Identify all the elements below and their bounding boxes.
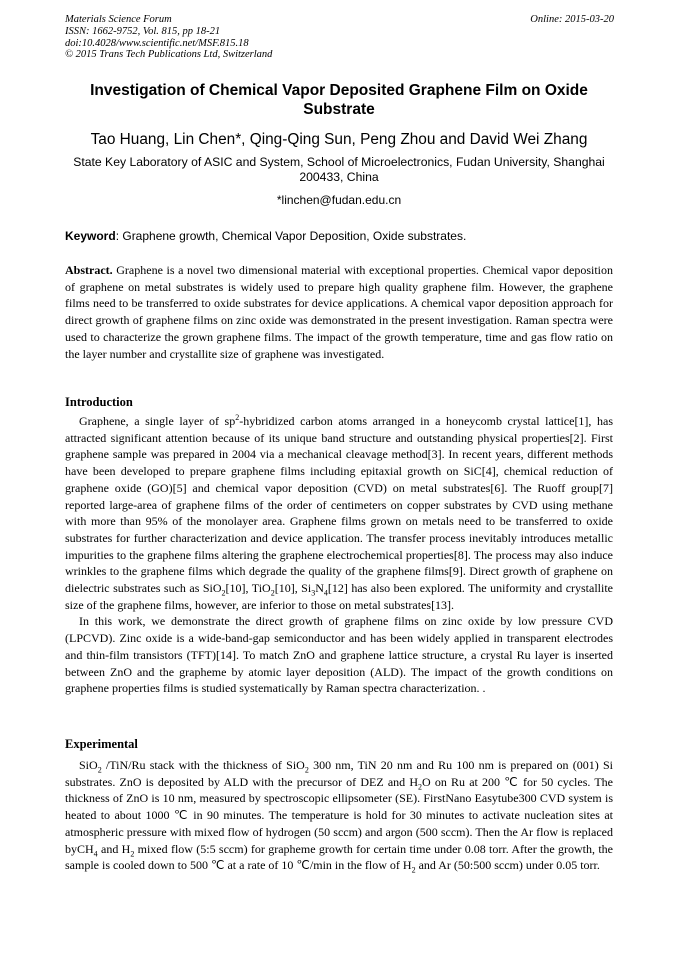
journal-header	[65, 14, 272, 61]
experimental-body	[65, 757, 613, 874]
text-run: 300 nm, TiN 20 nm and Ru 100 nm is prepared on (001) Si substrates. ZnO is deposited by ALD with the precursor of DEZ and H	[65, 758, 614, 789]
journal-copyright: © 2015 Trans Tech Publications Ltd, Switzerland	[65, 49, 273, 61]
text-run: mixed flow (5:5 sccm) for grapheme growth for certain time under 0.08 torr. After the growth, the sample is cooled down to 500 ℃ at a rate of 10 ℃/min in the flow of H	[65, 841, 613, 873]
subscript: 2	[221, 588, 226, 598]
subscript: 4	[323, 588, 328, 598]
text-run: Graphene, a single layer of sp	[79, 414, 236, 428]
text-run: [10], TiO	[225, 581, 271, 596]
journal-name: Materials Science Forum	[65, 14, 172, 25]
subscript: 3	[311, 588, 316, 598]
affiliation: State Key Laboratory of ASIC and System, School of Microelectronics, Fudan University, Shanghai 200433, China	[73, 155, 605, 184]
journal-doi: doi:10.4028/www.scientific.net/MSF.815.18	[65, 37, 249, 49]
subscript: 2	[411, 865, 416, 875]
abstract	[65, 262, 613, 362]
introduction-heading: Introduction	[65, 395, 133, 409]
introduction-paragraph-1	[65, 413, 613, 613]
online-date: Online: 2015-03-20	[530, 14, 614, 25]
subscript: 4	[93, 848, 98, 858]
subscript: 2	[97, 765, 102, 775]
abstract-text: Graphene is a novel two dimensional material with exceptional properties. Chemical vapor deposition of graphene on metal substrates is widely used to prepare high quality graphene film. However, the graphene films need to be transferred to oxide substrates for device applications. A chemical vapor deposition approach for direct growth of graphene films on zinc oxide was demonstrated in the present investigation. Raman spectra were used to characterize the grown graphene films. The impact of the growth temperature, time and gas flow ratio on the layer number and crystallite size of graphene was investigated.	[65, 263, 613, 361]
superscript: 2	[235, 413, 240, 422]
keyword-text: : Graphene growth, Chemical Vapor Deposition, Oxide substrates.	[115, 229, 467, 243]
text-run: N	[315, 581, 324, 596]
experimental-paragraph	[65, 757, 613, 874]
journal-issn: ISSN: 1662-9752, Vol. 815, pp 18-21	[65, 25, 221, 37]
keywords	[65, 229, 613, 244]
text-run: and H	[97, 841, 131, 856]
abstract-label: Abstract.	[65, 263, 113, 277]
subscript: 2	[270, 588, 275, 598]
subscript: 2	[304, 765, 309, 775]
text-run: /TiN/Ru stack with the thickness of SiO	[101, 758, 305, 772]
author-list: Tao Huang, Lin Chen*, Qing-Qing Sun, Peng Zhou and David Wei Zhang	[90, 131, 588, 148]
paper-title: Investigation of Chemical Vapor Deposited Graphene Film on Oxide Substrate	[90, 82, 588, 118]
text-run: [12] has also been explored. The uniformity and crystallite size of the graphene films, however, are inferior to those on metal substrates[13].	[65, 581, 614, 612]
experimental-heading: Experimental	[65, 737, 138, 751]
text-run: [10], Si	[274, 581, 312, 596]
text-run: SiO	[79, 758, 98, 772]
subscript: 2	[130, 848, 135, 858]
introduction-body	[65, 413, 613, 697]
contact-email: *linchen@fudan.edu.cn	[276, 193, 402, 207]
text-run: O on Ru at 200 ℃ for 50 cycles. The thickness of ZnO is 10 nm, measured by spectroscopic ellipsometer (SE). FirstNano Easytube300 CVD system is heated to about 1000 ℃ in 90 minutes. The temperature is hold for 30 minutes to activate nucleation sites at atmospheric pressure with mixed flow of hydrogen (50 sccm) and argon (500 sccm). Then the Ar flow is replaced byCH	[65, 774, 613, 856]
keyword-label: Keyword	[65, 229, 116, 243]
subscript: 2	[418, 782, 423, 792]
text-run: -hybridized carbon atoms arranged in a honeycomb crystal lattice[1], has attracted significant attention because of its unique band structure and outstanding physical properties[2]. First graphene sample was prepared in 2004 via a mechanical cleavage method[3]. In recent years, different methods have been developed to prepare graphene films including epitaxial growth on SiC[4], chemical reduction of graphene oxide (GO)[5] and chemical vapor deposition (CVD) on metal substrates[6]. The Ruoff group[7] reported large-area of graphene films of the order of centimeters on copper substrates by CVD using methane with more than 95% of the monolayer area. Graphene films grown on metals need to be transferred to oxide substrates for further characterization and device application. The transfer process inevitably introduces metallic impurities to the graphene films altering the graphene electrochemical properties[8]. The process may also induce wrinkles to the graphene films which degrade the quality of the graphene films[9]. Direct growth of graphene on dielectric substrates such as SiO	[65, 414, 614, 596]
introduction-paragraph-2: In this work, we demonstrate the direct growth of graphene films on zinc oxide by low pressure CVD (LPCVD). Zinc oxide is a wide-band-gap semiconductor and has been widely applied in transparent electrodes and thin-film transistors (TFT)[14]. To match ZnO and graphene lattice structure, a crystal Ru layer is inserted between ZnO and the grapheme by atomic layer deposition (ALD). The impact of the growth conditions on graphene properties films is studied systematically by Raman spectra characterization. .	[65, 614, 613, 696]
text-run: and Ar (50:500 sccm) under 0.05 torr.	[415, 858, 600, 873]
